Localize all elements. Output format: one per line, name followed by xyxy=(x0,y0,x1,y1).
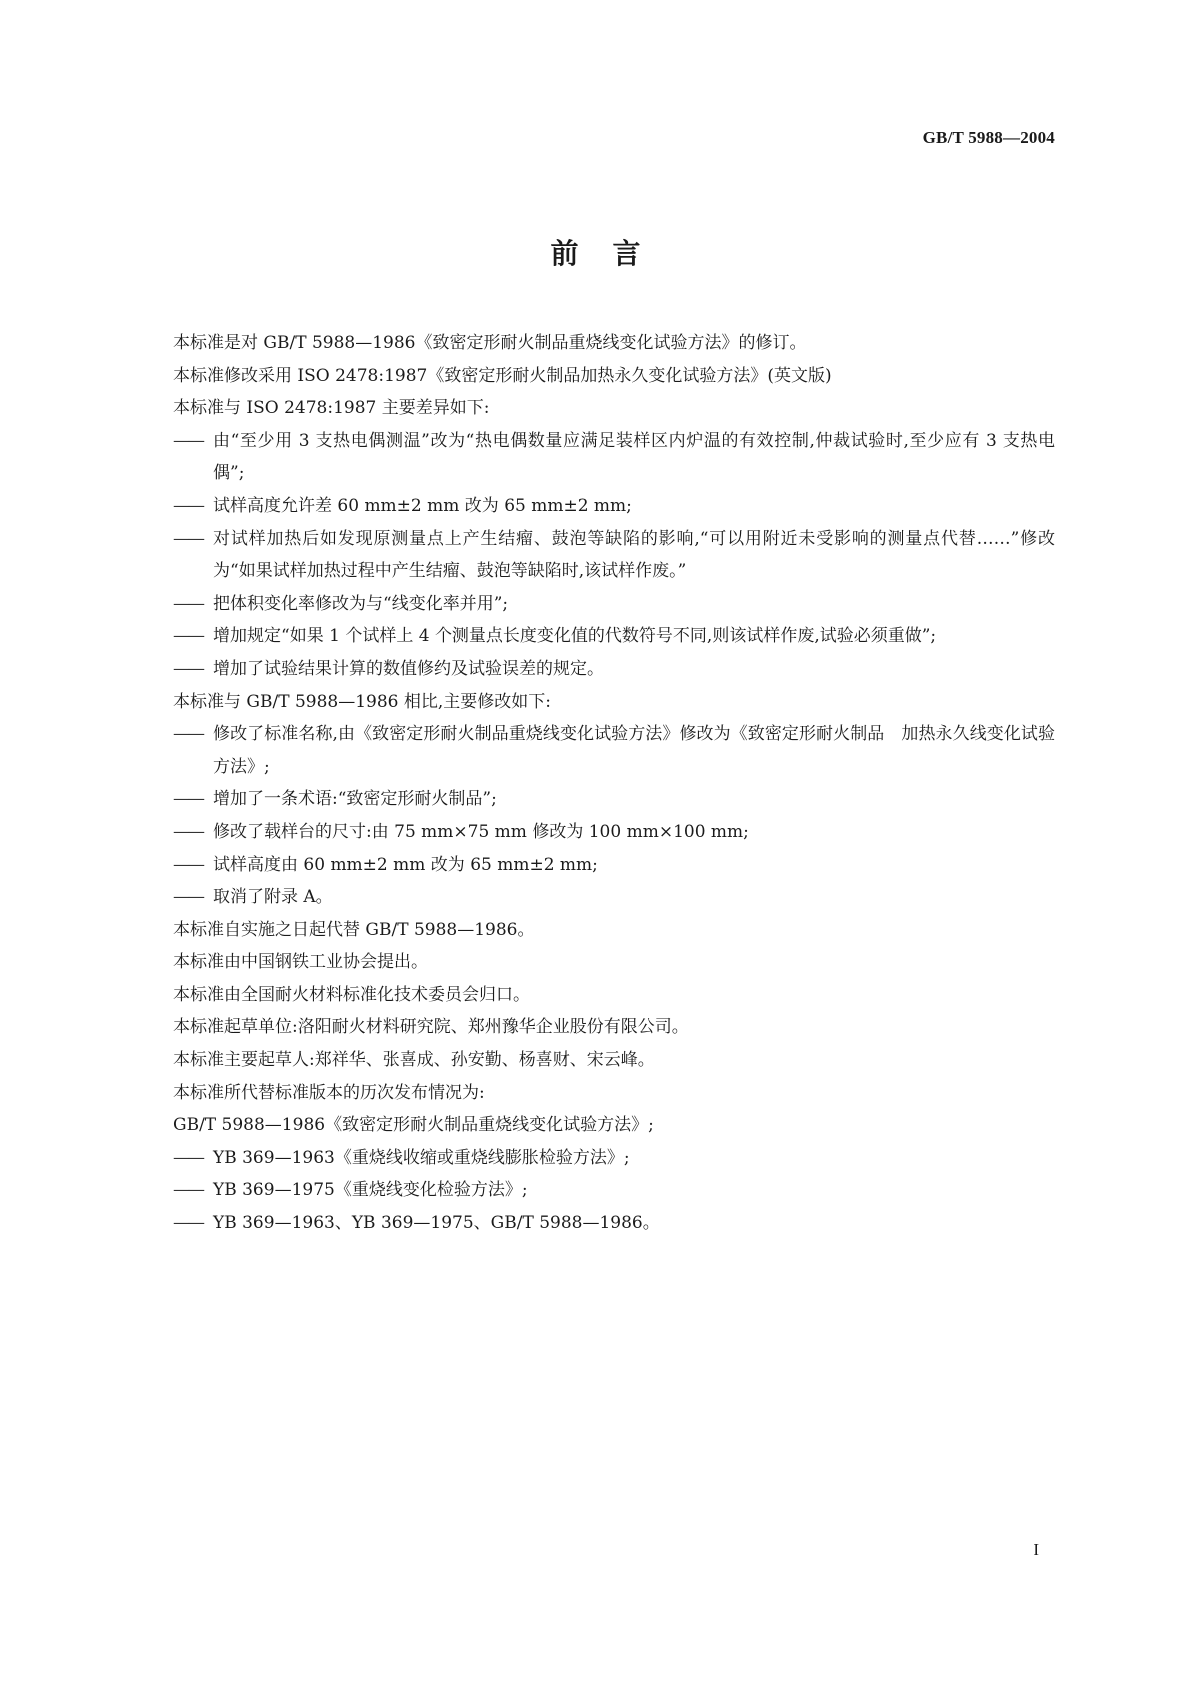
list-item xyxy=(173,718,1055,783)
dash-marker: —— xyxy=(173,593,203,614)
paragraph-changes-intro: 本标准与 GB/T 5988—1986 相比,主要修改如下: xyxy=(173,691,552,712)
list-item xyxy=(173,1207,1055,1240)
paragraph-history-intro: 本标准所代替标准版本的历次发布情况为: xyxy=(173,1082,485,1103)
list-item xyxy=(173,588,1055,621)
list-item xyxy=(173,523,1055,588)
list-item xyxy=(173,849,1055,882)
document-body xyxy=(173,327,1055,1240)
dash-marker: —— xyxy=(173,430,203,451)
dash-marker: —— xyxy=(173,821,203,842)
list-item-text: 增加了试验结果计算的数值修约及试验误差的规定。 xyxy=(213,658,604,679)
list-item-text: 试样高度允许差 60 mm±2 mm 改为 65 mm±2 mm; xyxy=(213,495,632,516)
dash-marker: —— xyxy=(173,724,203,745)
dash-marker: —— xyxy=(173,495,203,516)
list-item xyxy=(173,881,1055,914)
dash-marker: —— xyxy=(173,626,203,647)
dash-marker: —— xyxy=(173,528,203,549)
page-number: I xyxy=(1033,1540,1039,1559)
list-item-text: 修改了标准名称,由《致密定形耐火制品重烧线变化试验方法》修改为《致密定形耐火制品 加热永久线变化试验方法》; xyxy=(213,724,1055,777)
paragraph-drafters: 本标准主要起草人:郑祥华、张喜成、孙安勤、杨喜财、宋云峰。 xyxy=(173,1050,655,1071)
standard-number: GB/T 5988—2004 xyxy=(922,128,1055,147)
list-item xyxy=(173,816,1055,849)
page-title: 前言 xyxy=(550,237,675,270)
list-item xyxy=(173,783,1055,816)
list-item xyxy=(173,653,1055,686)
paragraph-proposed-by: 本标准由中国钢铁工业协会提出。 xyxy=(173,952,428,973)
list-item-text: 修改了载样台的尺寸:由 75 mm×75 mm 修改为 100 mm×100 mm; xyxy=(213,821,749,842)
dash-marker: —— xyxy=(173,1147,203,1168)
paragraph-drafting-units: 本标准起草单位:洛阳耐火材料研究院、郑州豫华企业股份有限公司。 xyxy=(173,1017,689,1038)
dash-marker: —— xyxy=(173,1180,203,1201)
paragraph-adoption: 本标准修改采用 ISO 2478:1987《致密定形耐火制品加热永久变化试验方法》(英文版) xyxy=(173,365,832,386)
dash-marker: —— xyxy=(173,658,203,679)
paragraph-differences-intro: 本标准与 ISO 2478:1987 主要差异如下: xyxy=(173,398,490,419)
list-item-text: YB 369—1963《重烧线收缩或重烧线膨胀检验方法》; xyxy=(213,1147,630,1168)
list-item-text: YB 369—1963、YB 369—1975、GB/T 5988—1986。 xyxy=(213,1213,660,1234)
dash-marker: —— xyxy=(173,789,203,810)
list-item xyxy=(173,1142,1055,1175)
paragraph-centralized-by: 本标准由全国耐火材料标准化技术委员会归口。 xyxy=(173,984,530,1005)
list-item-text: YB 369—1975《重烧线变化检验方法》; xyxy=(213,1180,528,1201)
list-item-text: 试样高度由 60 mm±2 mm 改为 65 mm±2 mm; xyxy=(213,854,598,875)
list-item xyxy=(173,490,1055,523)
list-item-text: 增加了一条术语:“致密定形耐火制品”; xyxy=(213,789,497,810)
list-item xyxy=(173,1174,1055,1207)
list-item xyxy=(173,620,1055,653)
paragraph-history-main: GB/T 5988—1986《致密定形耐火制品重烧线变化试验方法》; xyxy=(173,1115,654,1136)
list-item-text: 取消了附录 A。 xyxy=(213,887,333,908)
list-item xyxy=(173,425,1055,490)
list-item-text: 把体积变化率修改为与“线变化率并用”; xyxy=(213,593,509,614)
list-item-text: 由“至少用 3 支热电偶测温”改为“热电偶数量应满足装样区内炉温的有效控制,仲裁试验时,至少应有 3 支热电偶”; xyxy=(213,430,1055,484)
paragraph-replaces: 本标准自实施之日起代替 GB/T 5988—1986。 xyxy=(173,919,535,940)
dash-marker: —— xyxy=(173,854,203,875)
list-item-text: 对试样加热后如发现原测量点上产生结瘤、鼓泡等缺陷的影响,“可以用附近未受影响的测量点代替……”修改为“如果试样加热过程中产生结瘤、鼓泡等缺陷时,该试样作废。” xyxy=(213,528,1055,582)
list-item-text: 增加规定“如果 1 个试样上 4 个测量点长度变化值的代数符号不同,则该试样作废,试验必须重做”; xyxy=(213,626,937,647)
dash-marker: —— xyxy=(173,1213,203,1234)
paragraph-revision: 本标准是对 GB/T 5988—1986《致密定形耐火制品重烧线变化试验方法》的修订。 xyxy=(173,333,807,353)
dash-marker: —— xyxy=(173,887,203,908)
